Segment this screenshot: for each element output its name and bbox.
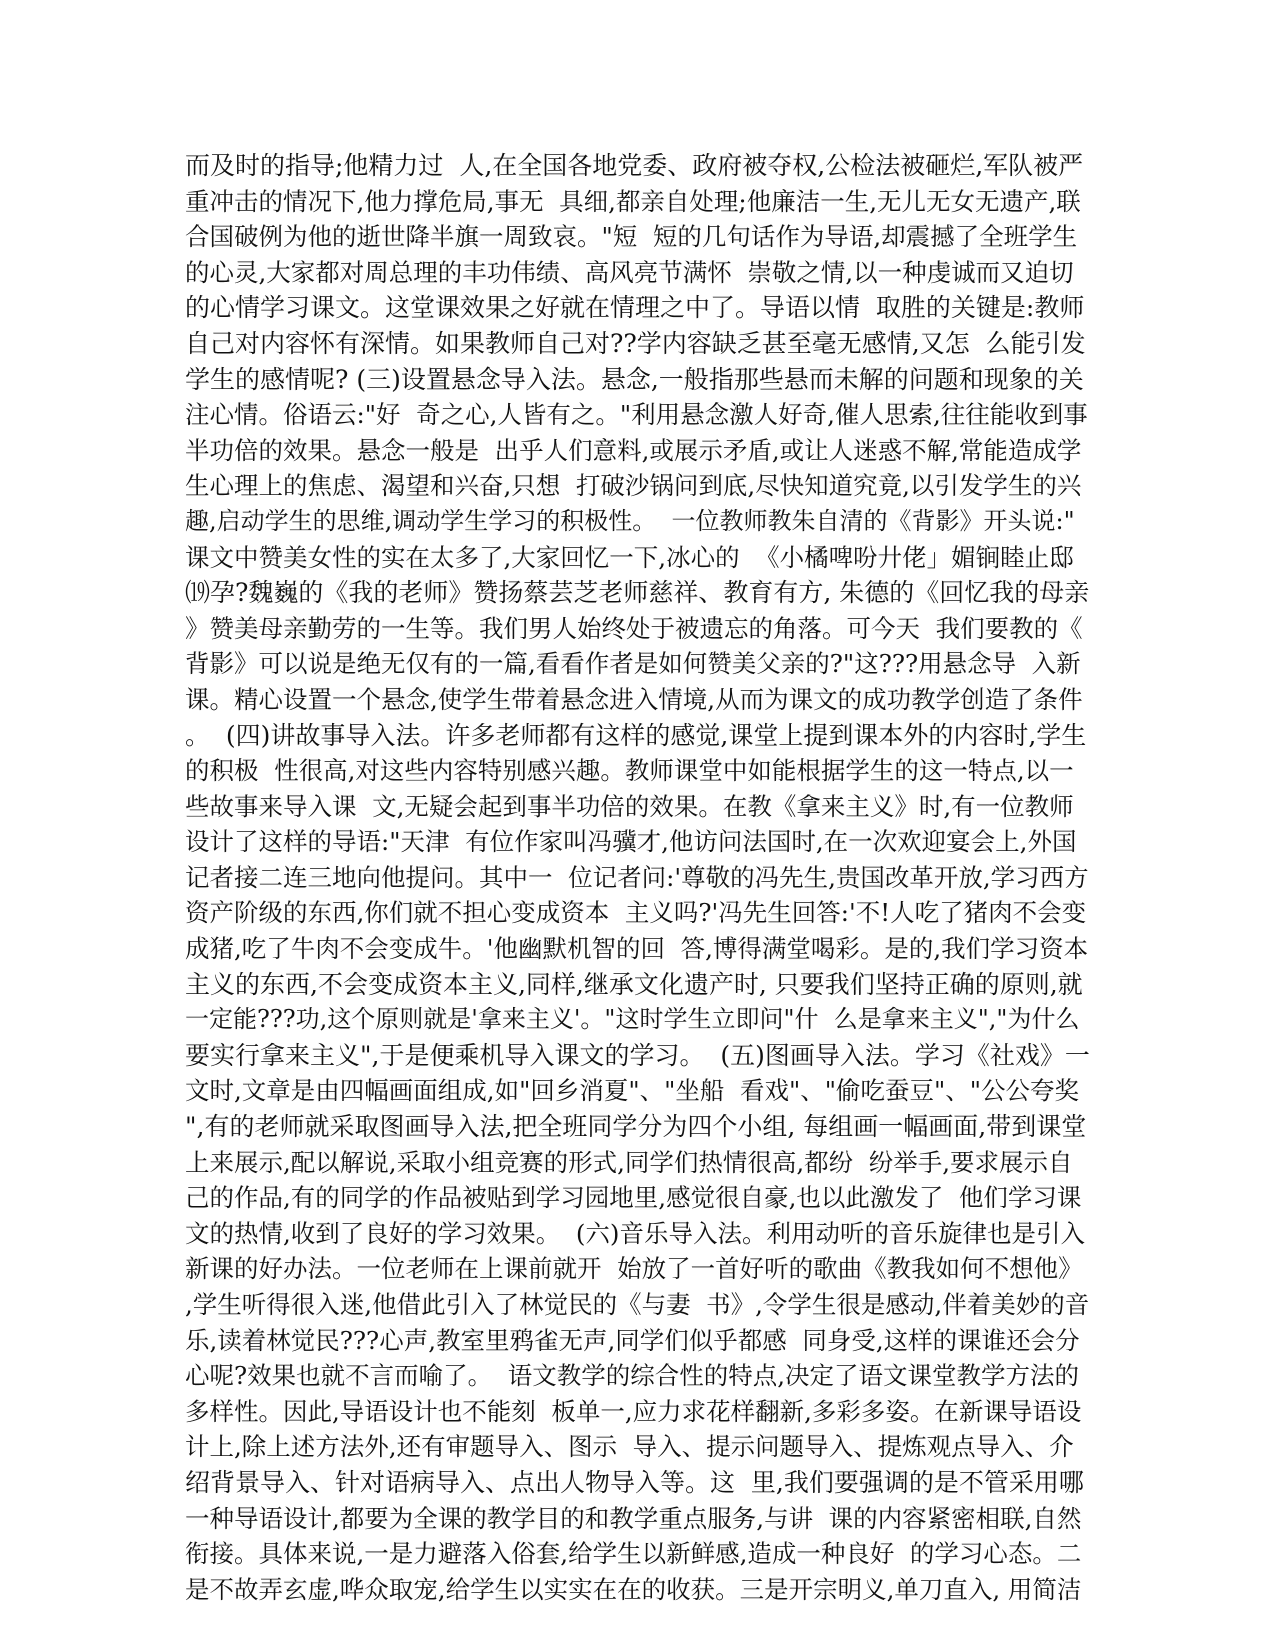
text-line: 趣,启动学生的思维,调动学生学习的积极性。 一位教师教朱自清的《背影》开头说:" — [185, 506, 1075, 535]
text-line: 多样性。因此,导语设计也不能刻 板单一,应力求花样翻新,多彩多姿。在新课导语设 — [185, 1396, 1082, 1426]
text-line: 自己对内容怀有深情。如果教师自己对??学内容缺乏甚至毫无感情,又怎 么能引发 — [185, 328, 1086, 358]
text-line: 而及时的指导;他精力过 人,在全国各地党委、政府被夺权,公检法被砸烂,军队被严 — [185, 151, 1084, 180]
text-line: 的心灵,大家都对周总理的丰功伟绩、高风亮节满怀 崇敬之情,以一种虔诚而又迫切 — [185, 257, 1074, 287]
text-line: 上来展示,配以解说,采取小组竞赛的形式,同学们热情很高,都纷 纷举手,要求展示自 — [185, 1147, 1073, 1177]
text-line: 设计了这样的导语:"天津 有位作家叫冯骥才,他访问法国时,在一次欢迎宴会上,外国 — [185, 827, 1077, 857]
text-line: 重冲击的情况下,他力撑危局,事无 具细,都亲自处理;他廉洁一生,无儿无女无遗产,联 — [185, 186, 1081, 216]
text-line: 要实行拿来主义",于是便乘机导入课文的学习。 (五)图画导入法。学习《社戏》一 — [185, 1040, 1090, 1070]
text-line: 些故事来导入课 文,无疑会起到事半功倍的效果。在教《拿来主义》时,有一位教师 — [185, 791, 1074, 821]
text-line: 新课的好办法。一位老师在上课前就开 始放了一首好听的歌曲《教我如何不想他》 — [185, 1254, 1083, 1284]
text-line: 课。精心设置一个悬念,使学生带着悬念进入情境,从而为课文的成功教学创造了条件 — [185, 684, 1083, 714]
text-line: ,学生听得很入迷,他借此引入了林觉民的《与妻 书》,令学生很是感动,伴着美妙的音 — [185, 1290, 1090, 1319]
text-line: 文的热情,收到了良好的学习效果。 (六)音乐导入法。利用动听的音乐旋律也是引入 — [185, 1218, 1085, 1248]
text-line: 乐,读着林觉民???心声,教室里鸦雀无声,同学们似乎都感 同身受,这样的课谁还会分 — [185, 1325, 1080, 1355]
text-line: 一种导语设计,都要为全课的教学目的和教学重点服务,与讲 课的内容紧密相联,自然 — [185, 1503, 1082, 1533]
text-line: 记者接二连三地向他提问。其中一 位记者问:'尊敬的冯先生,贵国改革开放,学习西方 — [185, 862, 1089, 892]
text-line: 己的作品,有的同学的作品被贴到学习园地里,感觉很自豪,也以此激发了 他们学习课 — [185, 1183, 1082, 1213]
text-line: ⒆孕?魏巍的《我的老师》赞扬蔡芸芝老师慈祥、教育有方, 朱德的《回忆我的母亲 — [185, 578, 1090, 608]
text-line: 计上,除上述方法外,还有审题导入、图示 导入、提示问题导入、提炼观点导入、介 — [185, 1432, 1074, 1462]
text-line: 心呢?效果也就不言而喻了。 语文教学的综合性的特点,决定了语文课堂教学方法的 — [185, 1361, 1079, 1391]
text-line: 衔接。具体来说,一是力避落入俗套,给学生以新鲜感,造成一种良好 的学习心态。二 — [185, 1539, 1082, 1569]
text-line: 背影》可以说是绝无仅有的一篇,看看作者是如何赞美父亲的?"这???用悬念导 入新 — [185, 649, 1081, 679]
text-line: 课文中赞美女性的实在太多了,大家回忆一下,冰心的 《小橘啤吩廾佬」媚锏睦止邸 — [185, 542, 1074, 572]
text-line: 半功倍的效果。悬念一般是 出乎人们意料,或展示矛盾,或让人迷惑不解,常能造成学 — [185, 435, 1082, 465]
text-line: ",有的老师就采取图画导入法,把全班同学分为四个小组, 每组画一幅画面,带到课堂 — [185, 1112, 1087, 1142]
body-text — [185, 148, 1090, 1607]
text-line: 成猪,吃了牛肉不会变成牛。'他幽默机智的回 答,博得满堂喝彩。是的,我们学习资本 — [185, 934, 1089, 964]
text-line: 》赞美母亲勤劳的一生等。我们男人始终处于被遗忘的角落。可今天 我们要教的《 — [185, 613, 1083, 643]
text-line: 学生的感情呢? (三)设置悬念导入法。悬念,一般指那些悬而未解的问题和现象的关 — [185, 364, 1084, 394]
text-line: 合国破例为他的逝世降半旗一周致哀。"短 短的几句话作为导语,却震撼了全班学生 — [185, 222, 1078, 252]
text-line: 文时,文章是由四幅画面组成,如"回乡消夏"、"坐船 看戏"、"偷吃蚕豆"、"公公夸奖 — [185, 1076, 1080, 1106]
text-line: 资产阶级的东西,你们就不担心变成资本 主义吗?'冯先生回答:'不!人吃了猪肉不会变 — [185, 898, 1087, 928]
text-line: 注心情。俗语云:"好 奇之心,人皆有之。"利用悬念激人好奇,催人思索,往往能收到事 — [185, 400, 1088, 430]
text-line: 主义的东西,不会变成资本主义,同样,继承文化遗产时, 只要我们坚持正确的原则,就 — [185, 969, 1083, 999]
text-line: 的积极 性很高,对这些内容特别感兴趣。教师课堂中如能根据学生的这一特点,以一 — [185, 756, 1074, 786]
text-line: 一定能???功,这个原则就是'拿来主义'。"这时学生立即问"什 么是拿来主义","为什么 — [185, 1005, 1080, 1034]
text-line: 。 (四)讲故事导入法。许多老师都有这样的感觉,课堂上提到课本外的内容时,学生 — [185, 720, 1087, 750]
text-line: 是不故弄玄虚,哗众取宠,给学生以实实在在的收获。三是开宗明义,单刀直入, 用简洁 — [185, 1574, 1082, 1604]
text-line: 的心情学习课文。这堂课效果之好就在情理之中了。导语以情 取胜的关键是:教师 — [185, 293, 1085, 323]
text-line: 绍背景导入、针对语病导入、点出人物导入等。这 里,我们要强调的是不管采用哪 — [185, 1467, 1084, 1497]
text-line: 生心理上的焦虑、渴望和兴奋,只想 打破沙锅问到底,尽快知道究竟,以引发学生的兴 — [185, 471, 1082, 501]
